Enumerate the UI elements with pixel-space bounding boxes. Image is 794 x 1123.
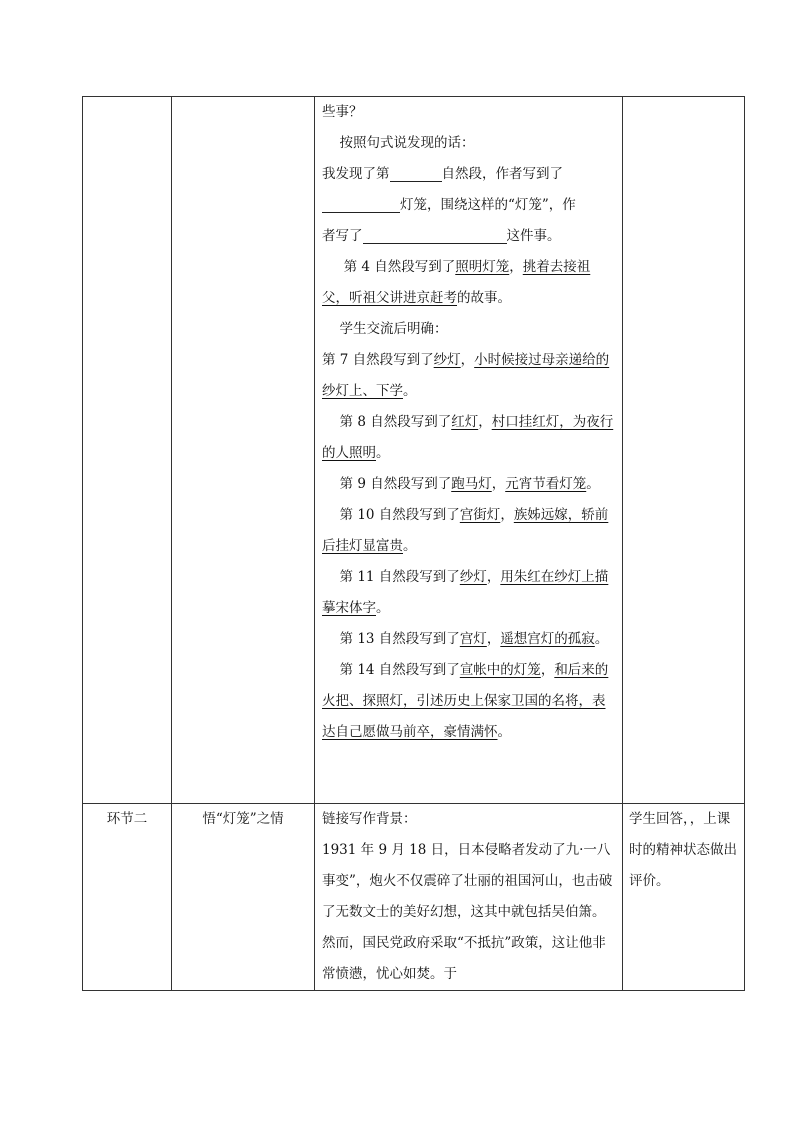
content-body: 1931 年 9 月 18 日，日本侵略者发动了九·一八事变”，炮火不仅震碎了壮丽的祖国河山，也击破了无数文士的美好幻想，这其中就包括吴伯箫。然而，国民党政府采取“不抵抗”政策，这让他非常愤懑，忧心如焚。于 (322, 842, 613, 982)
lamp-event: 村口挂红灯，为夜行的人照明 (322, 414, 614, 461)
content-heading: 链接写作背景： (322, 811, 417, 827)
lamp-event: 和后来的火把、探照灯，引述历史上保家卫国的名将，表达自己愿做马前卒，豪情满怀 (322, 662, 609, 740)
blank-line (322, 194, 400, 213)
title-cell: 悟“灯笼”之情 (172, 804, 315, 991)
lamp-name: 宣帐中的灯笼 (459, 662, 541, 678)
example-prefix: 第 14 自然段写到了 (339, 662, 460, 678)
lamp-name: 宫灯 (459, 631, 487, 647)
example-paragraph (322, 500, 616, 562)
content-line: 按照句式说发现的话： (339, 135, 475, 151)
lamp-event: 小时候接过母亲递给的纱灯上、下学 (322, 352, 610, 399)
example-prefix: 第 7 自然段写到了 (322, 352, 434, 368)
content-line: 些事？ (322, 104, 363, 120)
example-paragraph (322, 562, 616, 624)
lamp-event: 遥想宫灯的孤寂 (500, 631, 595, 647)
example-suffix: 。 (403, 538, 417, 554)
example-paragraph (322, 624, 616, 655)
separator: ， (509, 259, 523, 275)
fill-blank-line (322, 159, 616, 190)
stage-cell (83, 97, 172, 804)
example-suffix: 。 (403, 383, 417, 399)
fill-blank-text: 自然段，作者写到了 (441, 166, 563, 182)
lamp-event: 用朱红在纱灯上描摹宋体字 (322, 569, 609, 616)
example-suffix: 。 (376, 445, 390, 461)
separator: ， (500, 507, 514, 523)
fill-blank-line (322, 190, 616, 221)
separator: ， (491, 476, 506, 492)
content-line: 学生交流后明确： (339, 321, 448, 337)
fill-blank-text: 我发现了第 (322, 166, 390, 182)
lamp-event: 元宵节看灯笼 (505, 476, 587, 492)
activity-cell (623, 97, 745, 804)
table-row (83, 97, 745, 804)
fill-blank-text: 灯笼，围绕这样的“灯笼”，作 (400, 197, 576, 213)
example-paragraph (322, 345, 616, 407)
fill-blank-text: 者写了 (322, 228, 363, 244)
lamp-name: 照明灯笼 (455, 259, 510, 275)
separator: ， (486, 569, 501, 585)
example-suffix: 。 (376, 600, 390, 616)
lesson-plan-table (82, 96, 745, 991)
example-suffix: 。 (586, 476, 600, 492)
fill-blank-text: 这件事。 (506, 228, 561, 244)
title-cell (172, 97, 315, 804)
lamp-event: 挑着去接祖父，听祖父讲进京赶考 (322, 259, 591, 306)
fill-blank-line (322, 221, 616, 252)
separator: ， (460, 352, 475, 368)
example-prefix: 第 8 自然段写到了 (339, 414, 452, 430)
blank-line (390, 163, 442, 182)
lamp-event: 族姊远嫁，轿前后挂灯显富贵 (322, 507, 609, 554)
example-prefix: 第 9 自然段写到了 (339, 476, 452, 492)
separator: ， (540, 662, 555, 678)
content-cell (315, 97, 623, 804)
lamp-name: 宫街灯 (459, 507, 501, 523)
example-prefix: 第 13 自然段写到了 (339, 631, 460, 647)
example-suffix: 。 (594, 631, 609, 647)
blank-line (363, 225, 507, 244)
example-paragraph (322, 252, 616, 314)
lamp-name: 跑马灯 (451, 476, 492, 492)
example-paragraph (322, 655, 616, 748)
lamp-name: 红灯 (451, 414, 479, 430)
example-prefix: 第 4 自然段写到了 (343, 259, 456, 275)
activity-cell: 学生回答，，上课时的精神状态做出评价。 (623, 804, 745, 991)
stage-cell: 环节二 (83, 804, 172, 991)
content-cell (315, 804, 623, 991)
example-prefix: 第 11 自然段写到了 (339, 569, 460, 585)
example-suffix: 的故事。 (457, 290, 511, 306)
example-suffix: 。 (497, 724, 511, 740)
example-paragraph (322, 407, 616, 469)
example-prefix: 第 10 自然段写到了 (339, 507, 460, 523)
example-paragraph (322, 469, 616, 500)
lamp-name: 纱灯 (433, 352, 461, 368)
separator: ， (486, 631, 501, 647)
separator: ， (478, 414, 492, 430)
lamp-name: 纱灯 (459, 569, 487, 585)
table-row (83, 804, 745, 991)
